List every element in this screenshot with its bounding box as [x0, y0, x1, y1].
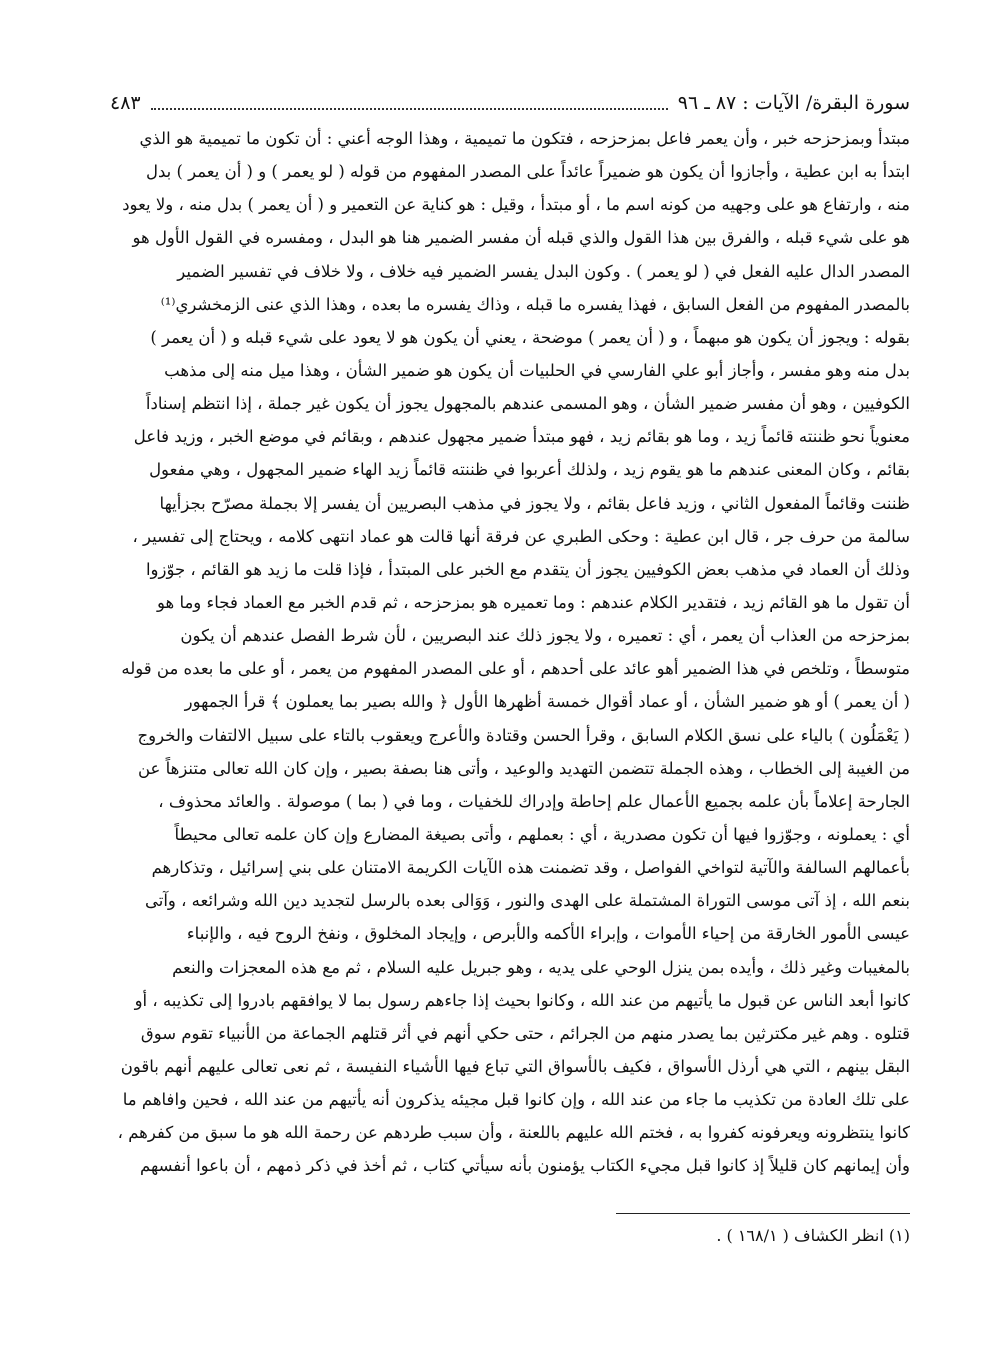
text-line: بدل منه وهو مفسر ، وأجاز أبو علي الفارسي في الحلبيات أن يكون هو ضمير الشأن ، وهذا ميل منه إلى مذهب: [164, 360, 910, 380]
footnote-separator: [616, 1213, 910, 1214]
footnote: (١) انظر الكشاف ( ١٦٨/١ ) .: [716, 1226, 910, 1245]
text-line: وأن إيمانهم كان قليلاً إذ كانوا قبل مجيء الكتاب يؤمنون بأنه سيأتي كتاب ، ثم أخذ في ذكر ذمهم ، أن باعوا أنفسهم: [140, 1156, 910, 1176]
text-line: وذلك أن العماد في مذهب بعض الكوفيين يجوز أن يتقدم مع الخبر على المبتدأ ، فإذا قلت ما زيد هو القائم ، جوّزوا: [145, 559, 910, 579]
text-line: ( أن يعمر ) أو هو ضمير الشأن ، أو عماد أقوال خمسة أظهرها الأول ﴿ والله بصير بما يعملون ﴾ قرأ الجمهور: [184, 692, 910, 712]
text-line: المصدر الدال عليه الفعل في ( لو يعمر ) . وكون البدل يفسر الضمير فيه خلاف ، ولا خلاف في تفسير الضمير: [177, 261, 910, 281]
text-line: أي : يعملونه ، وجوّزوا فيها أن تكون مصدرية ، أي : بعملهم ، وأتى بصيغة المضارع وإن كان علمه تعالى محيطاً: [174, 824, 910, 844]
body-text: [110, 122, 910, 1183]
text-line: سالمة من حرف جر ، قال ابن عطية : وحكى الطبري عن فرقة أنها قالت هو عماد انتهى كلامه ، ويحتاج إلى تفسير ،: [132, 526, 910, 546]
page-number: ٤٨٣: [110, 92, 141, 114]
text-line: أن تقول ما هو القائم زيد ، فتقدير الكلام عندهم : وما تعميره هو بمزحزحه ، ثم قدم الخبر مع العماد فجاء وما هو: [156, 592, 910, 612]
text-line: البقل بينهم ، التي هي أرذل الأسواق ، فكيف بالأسواق التي تباع فيها الأشياء النفيسة ، ثم نعى تعالى عليهم أنهم باقون: [120, 1056, 910, 1076]
running-title: سورة البقرة/ الآيات : ٨٧ ـ ٩٦: [677, 92, 910, 114]
text-line: بأعمالهم السالفة والآتية لتواخي الفواصل ، وقد تضمنت هذه الآيات الكريمة الامتنان على بني إسرائيل ، وتذكارهم: [151, 858, 910, 878]
header-dotted-leader: [151, 96, 668, 110]
text-line: ( يَعْمَلُون ) بالياء على نسق الكلام السابق ، وقرأ الحسن وقتادة والأعرج ويعقوب بالتاء على سبيل الالتفات والخروج: [137, 725, 910, 745]
text-line: ظننت وقائماً المفعول الثاني ، وزيد فاعل بقائم ، ولا يجوز في مذهب البصريين أن يفسر إلا بجملة مصرّح بجزأيها: [159, 493, 910, 513]
text-line: منه ، وارتفاع هو على وجهيه من كونه اسم ما ، أو مبتدأ ، وقيل : هو كناية عن التعمير و ( أن يعمر ) بدل منه ، ولا يعود: [122, 195, 910, 215]
text-line: كانوا أبعد الناس عن قبول ما يأتيهم من عند الله ، وكانوا بحيث إذا جاءهم رسول بما لا يوافقهم بادروا إلى تكذيبه ، أو: [134, 990, 910, 1010]
text-line: بالمصدر المفهوم من الفعل السابق ، فهذا يفسره ما قبله ، وذاك يفسره ما بعده ، وهذا الذي عنى الزمخشري⁽¹⁾: [160, 294, 910, 314]
text-line: من الغيبة إلى الخطاب ، وهذه الجملة تتضمن التهديد والوعيد ، وأتى هنا بصفة بصير ، وإن كان الله تعالى متنزهاً عن: [137, 758, 910, 778]
text-line: مبتدأ وبمزحزحه خبر ، وأن يعمر فاعل بمزحزحه ، فتكون ما تميمية ، وهذا الوجه أعني : أن تكون ما تميمية هو الذي: [139, 129, 910, 148]
text-line: بقائم ، وكان المعنى عندهم ما هو يقوم زيد ، ولذلك أعربوا في ظننته قائماً زيد الهاء ضمير المجهول ، وهي مفعول: [149, 460, 910, 480]
text-line: بقوله : ويجوز أن يكون هو مبهماً ، و ( أن يعمر ) موضحة ، يعني أن يكون هو لا يعود على شيء قبله و ( أن يعمر ): [150, 327, 910, 347]
text-line: على تلك العادة من تكذيب ما جاء من عند الله ، وإن كانوا قبل مجيئه يذكرون أنه يأتيهم من عند الله ، فحين وافاهم ما: [122, 1090, 910, 1110]
text-line: الجارحة إعلاماً بأن علمه بجميع الأعمال علم إحاطة وإدراك للخفيات ، وما في ( بما ) موصولة . والعائد محذوف ،: [158, 791, 910, 811]
text-line: متوسطاً ، وتلخص في هذا الضمير أهو عائد على أحدهم ، أو على المصدر المفهوم من يعمر ، أو على ما بعده من قوله: [121, 659, 910, 679]
text-line: هو على شيء قبله ، والفرق بين هذا القول والذي قبله أن مفسر الضمير هنا هو البدل ، ومفسره في القول الأول هو: [132, 228, 910, 248]
text-line: ابتدأ به ابن عطية ، وأجازوا أن يكون هو ضميراً عائداً على المصدر المفهوم من قوله ( لو يعمر ) و ( أن يعمر ) بدل: [145, 162, 910, 182]
text-line: بنعم الله ، إذ آتى موسى التوراة المشتملة على الهدى والنور ، وَوَالى بعده بالرسل لتجديد دين الله وشرائعه ، وآتى: [144, 891, 910, 911]
text-line: بالمغيبات وغير ذلك ، وأيده بمن ينزل الوحي على يديه ، وهو جبريل عليه السلام ، ثم مع هذه المعجزات والنعم: [172, 957, 910, 977]
text-line: معنوياً نحو ظننته قائماً زيد ، وما هو بقائم زيد ، فهو مبتدأ ضمير مجهول عندهم ، وبقائم في موضع الخبر ، وزيد فاعل: [133, 427, 910, 447]
page-header: [110, 88, 910, 118]
text-line: كانوا ينتظرونه ويعرفونه كفروا به ، فختم الله عليهم باللعنة ، وأن سبب طردهم عن رحمة الله هو ما سبق من كفرهم ،: [117, 1123, 910, 1143]
text-line: الكوفيين ، وهو أن مفسر ضمير الشأن ، وهو المسمى عندهم بالمجهول يجوز أن يكون غير جملة ، إذا انتظم إسناداً: [145, 394, 910, 414]
text-line: عيسى الأمور الخارقة من إحياء الأموات ، وإبراء الأكمه والأبرص ، وإيجاد المخلوق ، ونفخ الروح فيه ، والإنباء: [186, 924, 910, 944]
text-line: قتلوه . وهم غير مكترثين بما يصدر منهم من الجرائم ، حتى حكي أنهم في أثر قتلهم الجماعة من الأنبياء تقوم سوق: [140, 1023, 910, 1043]
text-line: بمزحزحه من العذاب أن يعمر ، أي : تعميره ، ولا يجوز ذلك عند البصريين ، لأن شرط الفصل عندهم أن يكون: [180, 626, 910, 646]
